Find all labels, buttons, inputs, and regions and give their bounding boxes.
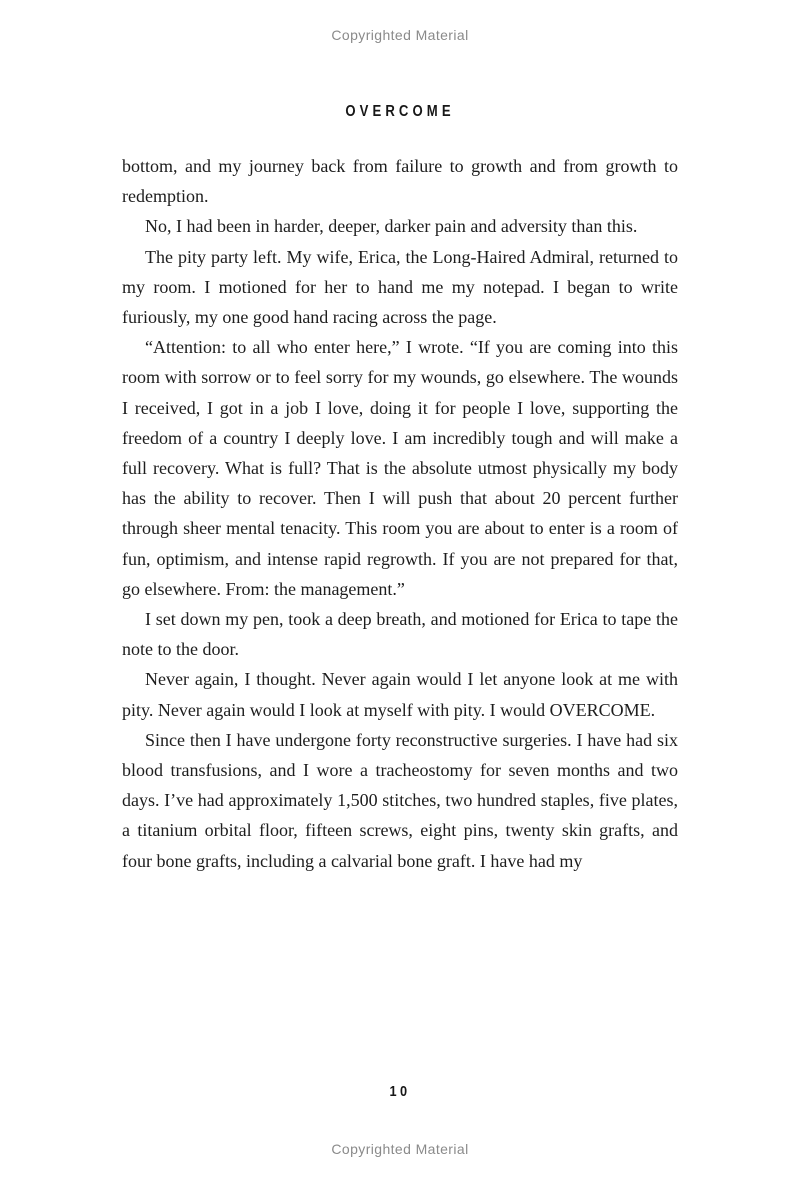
paragraph-continuation: bottom, and my journey back from failure to growth and from growth to redemption. xyxy=(122,156,678,207)
copyright-notice-top: Copyrighted Material xyxy=(331,27,469,43)
copyright-notice-bottom: Copyrighted Material xyxy=(331,1141,469,1157)
page-number: 10 xyxy=(389,1083,411,1100)
running-head-chapter-title: OVERCOME xyxy=(345,103,455,120)
paragraph: I set down my pen, took a deep breath, and motioned for Erica to tape the note to the door. xyxy=(122,609,678,660)
paragraph: No, I had been in harder, deeper, darker pain and adversity than this. xyxy=(145,216,638,237)
paragraph-note-quote: “Attention: to all who enter here,” I wrote. “If you are coming into this room with sorrow or to feel sorry for my wounds, go elsewhere. The wounds I received, I got in a job I love, doing it for people I love, supporting the freedom of a country I deeply love. I am incredibly tough and will make a full recovery. What is full? That is the absolute utmost physically my body has the ability to recover. Then I will push that about 20 percent further through sheer mental tenacity. This room you are about to enter is a room of fun, optimism, and intense rapid regrowth. If you are not prepared for that, go elsewhere. From: the management.” xyxy=(122,337,678,599)
body-text-block xyxy=(122,151,678,876)
paragraph: Never again, I thought. Never again would I let anyone look at me with pity. Never again would I look at myself with pity. I would OVERCOME. xyxy=(122,669,678,720)
paragraph: The pity party left. My wife, Erica, the Long-Haired Admiral, returned to my room. I motioned for her to hand me my notepad. I began to write furiously, my one good hand racing across the page. xyxy=(122,246,678,328)
paragraph: Since then I have undergone forty reconstructive surgeries. I have had six blood transfusions, and I wore a tracheostomy for seven months and two days. I’ve had approximately 1,500 stitches, two hundred staples, five plates, a titanium orbital floor, fifteen screws, eight pins, twenty skin grafts, and four bone grafts, including a calvarial bone graft. I have had my xyxy=(122,729,678,871)
